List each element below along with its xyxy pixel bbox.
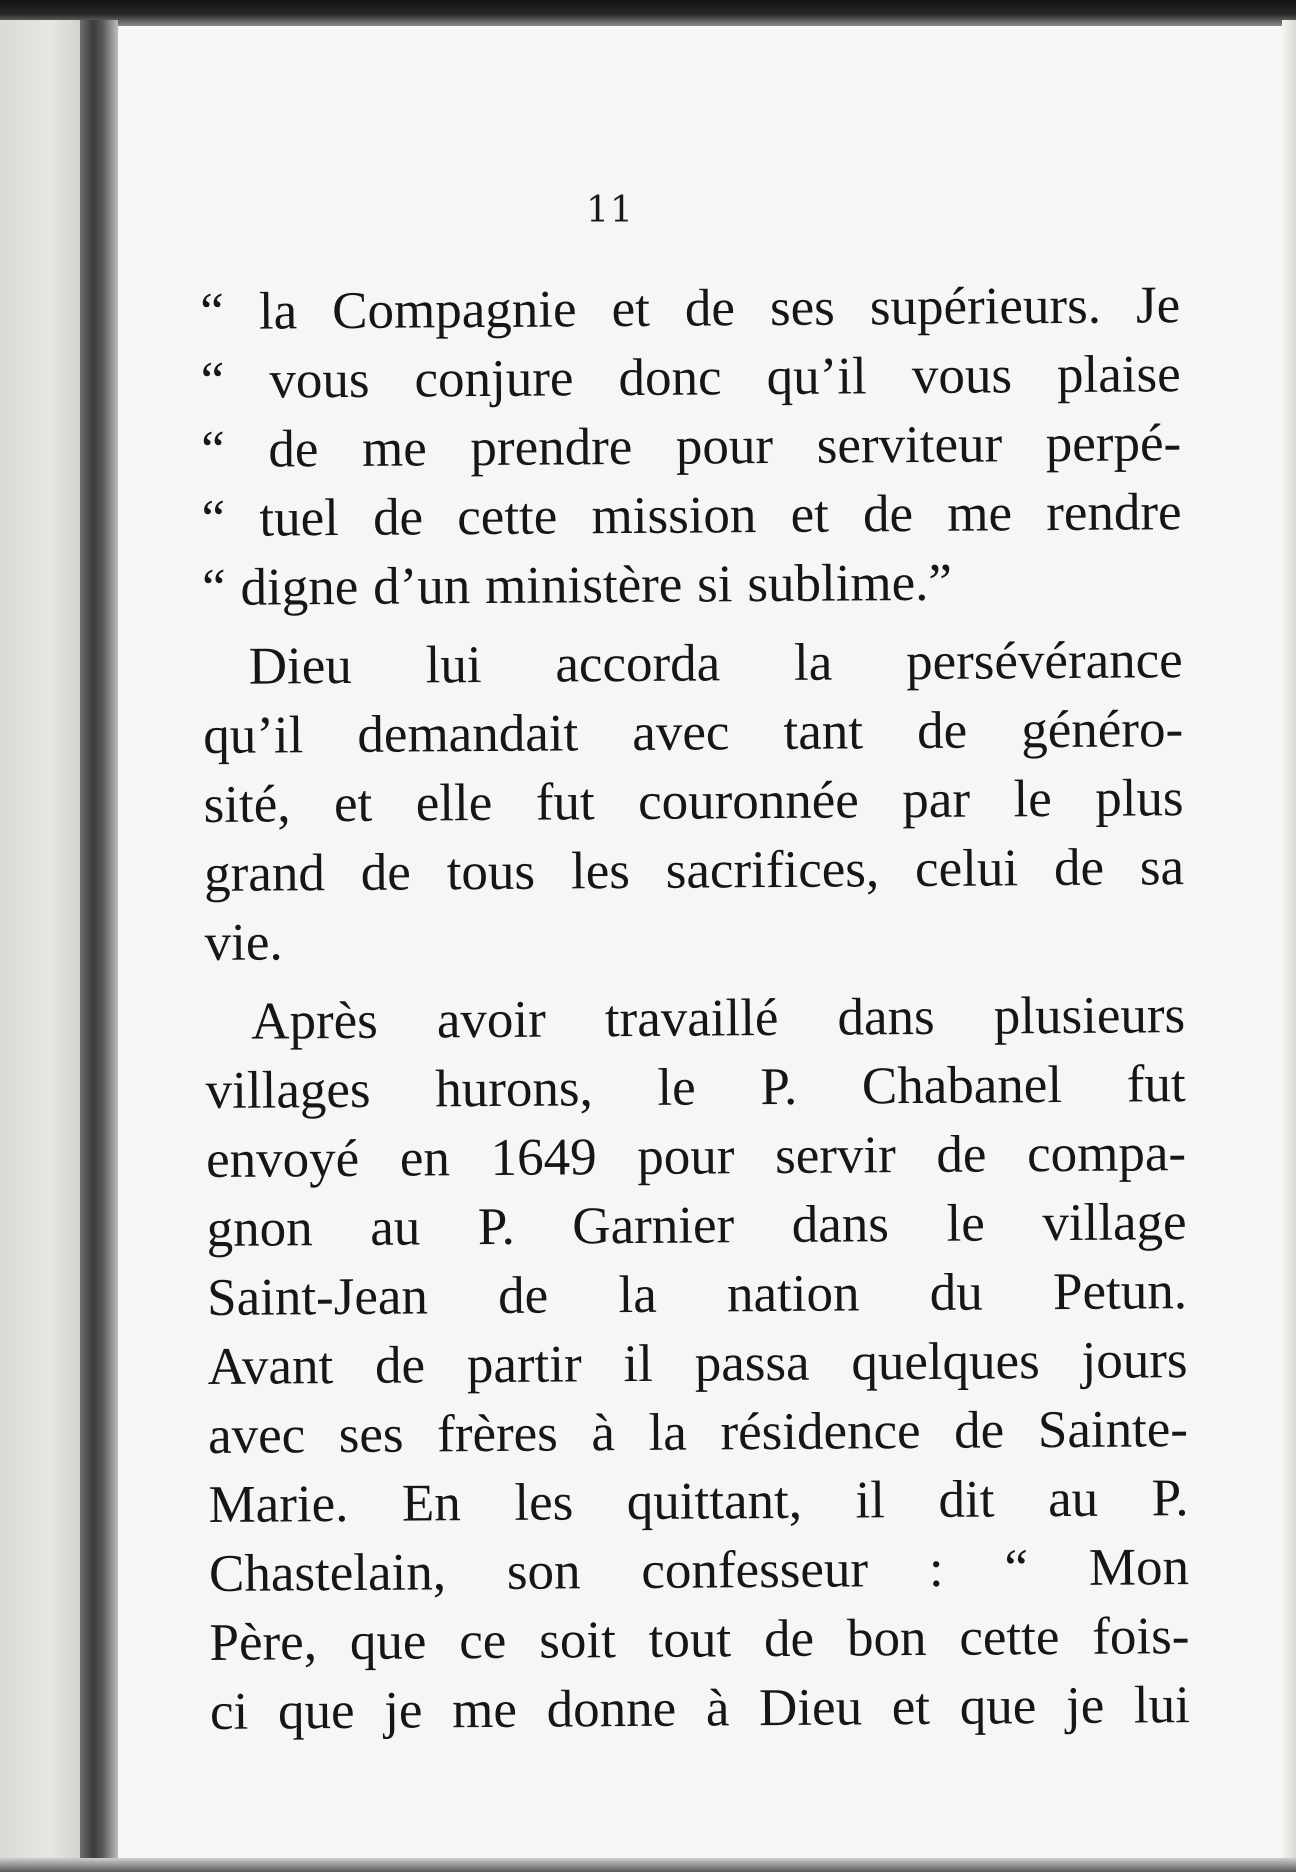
text-word: tous bbox=[446, 842, 536, 902]
text-word: “ bbox=[200, 420, 225, 479]
text-word: ses bbox=[338, 1405, 404, 1465]
text-word: ci bbox=[209, 1682, 249, 1741]
text-word: jours bbox=[1081, 1331, 1188, 1390]
text-word: me bbox=[361, 419, 427, 478]
text-word: me bbox=[947, 484, 1013, 543]
text-word: “ bbox=[200, 351, 225, 410]
text-word: sa bbox=[1139, 838, 1185, 897]
right-page-edge bbox=[1282, 20, 1296, 1872]
text-word: résidence bbox=[720, 1401, 921, 1462]
text-line bbox=[201, 478, 1181, 554]
text-word: P. bbox=[1151, 1469, 1189, 1528]
text-word: compa- bbox=[1026, 1124, 1187, 1184]
text-word: sublime.” bbox=[747, 553, 953, 614]
text-line bbox=[207, 1257, 1187, 1333]
facing-page-edge bbox=[0, 20, 84, 1872]
text-word: ministère bbox=[484, 555, 683, 616]
text-word: perpé- bbox=[1045, 414, 1182, 474]
text-word: Garnier bbox=[572, 1196, 735, 1256]
text-word: que bbox=[959, 1677, 1037, 1736]
text-line bbox=[209, 1533, 1189, 1609]
text-word: Dieu bbox=[758, 1678, 863, 1738]
text-word: le bbox=[1013, 770, 1052, 829]
text-word: quittant, bbox=[626, 1471, 803, 1532]
text-word: supérieurs. bbox=[869, 276, 1102, 337]
text-word: son bbox=[506, 1542, 581, 1601]
text-word: donc bbox=[618, 348, 722, 408]
text-word: frères bbox=[436, 1404, 559, 1464]
text-word: il bbox=[855, 1471, 886, 1530]
text-word: dans bbox=[791, 1195, 890, 1254]
text-word: pour bbox=[637, 1127, 735, 1186]
text-word: de bbox=[268, 420, 319, 479]
text-word: la bbox=[648, 1403, 688, 1462]
text-word: Marie. bbox=[208, 1474, 349, 1534]
text-word: de bbox=[936, 1125, 987, 1184]
text-word: les bbox=[570, 842, 631, 901]
text-line bbox=[207, 1326, 1187, 1402]
text-word: P. bbox=[760, 1057, 798, 1117]
text-line bbox=[204, 902, 1184, 978]
text-word: à bbox=[591, 1404, 616, 1463]
text-word: avoir bbox=[436, 990, 546, 1050]
text-word: la bbox=[618, 1265, 657, 1325]
text-word: quelques bbox=[851, 1332, 1040, 1392]
text-word: au bbox=[370, 1198, 421, 1257]
text-word: sité, bbox=[203, 775, 291, 834]
text-word: avec bbox=[632, 703, 730, 762]
text-word: de bbox=[763, 1609, 815, 1669]
text-word: donne bbox=[546, 1679, 677, 1739]
text-line bbox=[203, 695, 1183, 771]
text-line bbox=[200, 271, 1180, 347]
text-word: me bbox=[451, 1680, 518, 1740]
text-word: villages bbox=[205, 1060, 371, 1120]
text-word: elle bbox=[415, 773, 493, 833]
text-word: à bbox=[705, 1679, 730, 1738]
text-word: gnon bbox=[206, 1199, 313, 1258]
top-book-edge bbox=[0, 0, 1296, 26]
text-word: Dieu bbox=[248, 636, 352, 696]
text-word: généro- bbox=[1021, 700, 1184, 760]
text-word: lui bbox=[425, 636, 482, 695]
text-word: je bbox=[1065, 1676, 1105, 1735]
text-word: avec bbox=[207, 1406, 306, 1465]
text-word: Après bbox=[250, 991, 378, 1051]
text-word: de bbox=[1053, 838, 1105, 898]
text-word: le bbox=[657, 1058, 696, 1117]
text-line bbox=[206, 1188, 1186, 1264]
text-word: Chabanel bbox=[861, 1056, 1063, 1116]
text-word: qu’il bbox=[202, 706, 304, 765]
text-word: plusieurs bbox=[993, 986, 1186, 1046]
text-word: vous bbox=[911, 346, 1013, 406]
text-word: envoyé bbox=[205, 1129, 360, 1189]
text-word: P. bbox=[477, 1197, 515, 1257]
text-word: accorda bbox=[555, 634, 721, 694]
text-word: que bbox=[349, 1612, 427, 1671]
bottom-book-edge bbox=[0, 1858, 1296, 1872]
text-line bbox=[202, 626, 1182, 702]
text-word: en bbox=[399, 1129, 451, 1188]
text-word: fut bbox=[1126, 1055, 1186, 1114]
text-word: vous bbox=[269, 350, 370, 410]
text-word: confesseur bbox=[641, 1540, 869, 1600]
text-word: de bbox=[684, 279, 736, 338]
text-word: passa bbox=[694, 1333, 810, 1393]
text-word: persévérance bbox=[905, 631, 1183, 692]
text-word: servir bbox=[774, 1126, 896, 1186]
text-word: “ bbox=[201, 558, 226, 617]
text-line bbox=[209, 1602, 1189, 1678]
text-word: et bbox=[891, 1677, 931, 1737]
text-line bbox=[201, 409, 1181, 485]
text-line bbox=[205, 981, 1185, 1057]
text-word: Mon bbox=[1088, 1538, 1190, 1597]
text-word: du bbox=[929, 1263, 983, 1322]
text-word: bon bbox=[846, 1608, 927, 1668]
text-word: si bbox=[696, 555, 733, 614]
text-word: mission bbox=[591, 486, 757, 546]
text-word: Chastelain, bbox=[208, 1543, 447, 1603]
text-word: Avant bbox=[207, 1337, 334, 1396]
body-text bbox=[200, 271, 1190, 1747]
text-word: village bbox=[1042, 1193, 1187, 1253]
text-line bbox=[204, 833, 1184, 909]
text-word: d’un bbox=[372, 557, 471, 616]
text-word: et bbox=[611, 279, 651, 339]
text-line bbox=[208, 1395, 1188, 1471]
text-word: En bbox=[401, 1474, 462, 1533]
text-word: fois- bbox=[1092, 1607, 1190, 1666]
page-number: 11 bbox=[586, 190, 634, 231]
text-word: “ bbox=[201, 489, 226, 548]
text-word: sacrifices, bbox=[665, 840, 880, 900]
text-word: au bbox=[1047, 1469, 1099, 1529]
text-word: cette bbox=[959, 1608, 1060, 1667]
text-line bbox=[202, 547, 1182, 623]
text-word: partir bbox=[466, 1335, 582, 1395]
text-word: rendre bbox=[1046, 483, 1182, 543]
text-word: les bbox=[514, 1473, 574, 1532]
text-word: lui bbox=[1133, 1676, 1191, 1735]
text-word: le bbox=[946, 1194, 985, 1253]
text-word: Saint-Jean bbox=[206, 1267, 429, 1327]
text-word: couronnée bbox=[637, 771, 860, 831]
text-word: cette bbox=[457, 487, 558, 547]
text-word: “ bbox=[200, 282, 224, 341]
text-word: fut bbox=[535, 773, 595, 832]
text-word: demandait bbox=[357, 704, 579, 764]
text-word: je bbox=[383, 1681, 423, 1740]
text-word: 1649 bbox=[490, 1128, 597, 1187]
text-line bbox=[205, 1050, 1185, 1126]
text-line bbox=[210, 1671, 1190, 1747]
text-word: de bbox=[916, 701, 968, 761]
text-word: de bbox=[862, 485, 914, 544]
text-word: de bbox=[374, 1336, 426, 1395]
text-word: la bbox=[258, 282, 298, 341]
text-word: celui bbox=[914, 839, 1019, 899]
text-word: soit bbox=[539, 1611, 617, 1670]
text-word: serviteur bbox=[816, 415, 1003, 475]
text-word: plaise bbox=[1056, 345, 1181, 405]
text-word: “ bbox=[1004, 1539, 1029, 1598]
text-word: ce bbox=[459, 1611, 507, 1671]
text-word: Père, bbox=[209, 1613, 318, 1672]
text-word: nation bbox=[726, 1264, 860, 1324]
text-word: Je bbox=[1135, 276, 1181, 335]
text-word: plus bbox=[1095, 769, 1184, 828]
text-word: Petun. bbox=[1052, 1262, 1188, 1322]
text-word: tuel bbox=[259, 489, 340, 548]
text-word: et bbox=[333, 774, 373, 834]
text-word: conjure bbox=[414, 349, 574, 409]
text-line bbox=[203, 764, 1183, 840]
text-word: ses bbox=[769, 278, 836, 338]
text-word: prendre bbox=[470, 417, 633, 478]
text-word: dit bbox=[938, 1470, 995, 1529]
text-word: travaillé bbox=[604, 988, 779, 1049]
book-gutter bbox=[80, 20, 118, 1872]
text-line bbox=[200, 340, 1180, 416]
text-word: il bbox=[623, 1334, 654, 1394]
text-word: de bbox=[497, 1266, 549, 1325]
text-word: hurons, bbox=[435, 1059, 593, 1119]
text-word: digne bbox=[240, 557, 359, 617]
text-word: tout bbox=[648, 1610, 732, 1669]
text-word: Compagnie bbox=[331, 280, 577, 341]
text-word: Sainte- bbox=[1037, 1400, 1189, 1460]
text-word: de bbox=[372, 488, 424, 547]
text-word: tant bbox=[783, 702, 864, 761]
text-line bbox=[208, 1464, 1188, 1540]
text-word: grand bbox=[203, 844, 326, 903]
text-word: vie. bbox=[204, 913, 283, 972]
text-word: de bbox=[953, 1401, 1005, 1460]
text-word: : bbox=[928, 1539, 944, 1598]
text-line bbox=[206, 1119, 1186, 1195]
text-word: dans bbox=[837, 987, 935, 1047]
text-word: par bbox=[902, 770, 971, 830]
text-word: qu’il bbox=[766, 347, 867, 407]
text-word: que bbox=[277, 1681, 355, 1741]
text-word: et bbox=[790, 485, 830, 544]
text-word: la bbox=[793, 633, 833, 692]
text-word: pour bbox=[675, 417, 774, 476]
text-word: de bbox=[360, 843, 411, 902]
